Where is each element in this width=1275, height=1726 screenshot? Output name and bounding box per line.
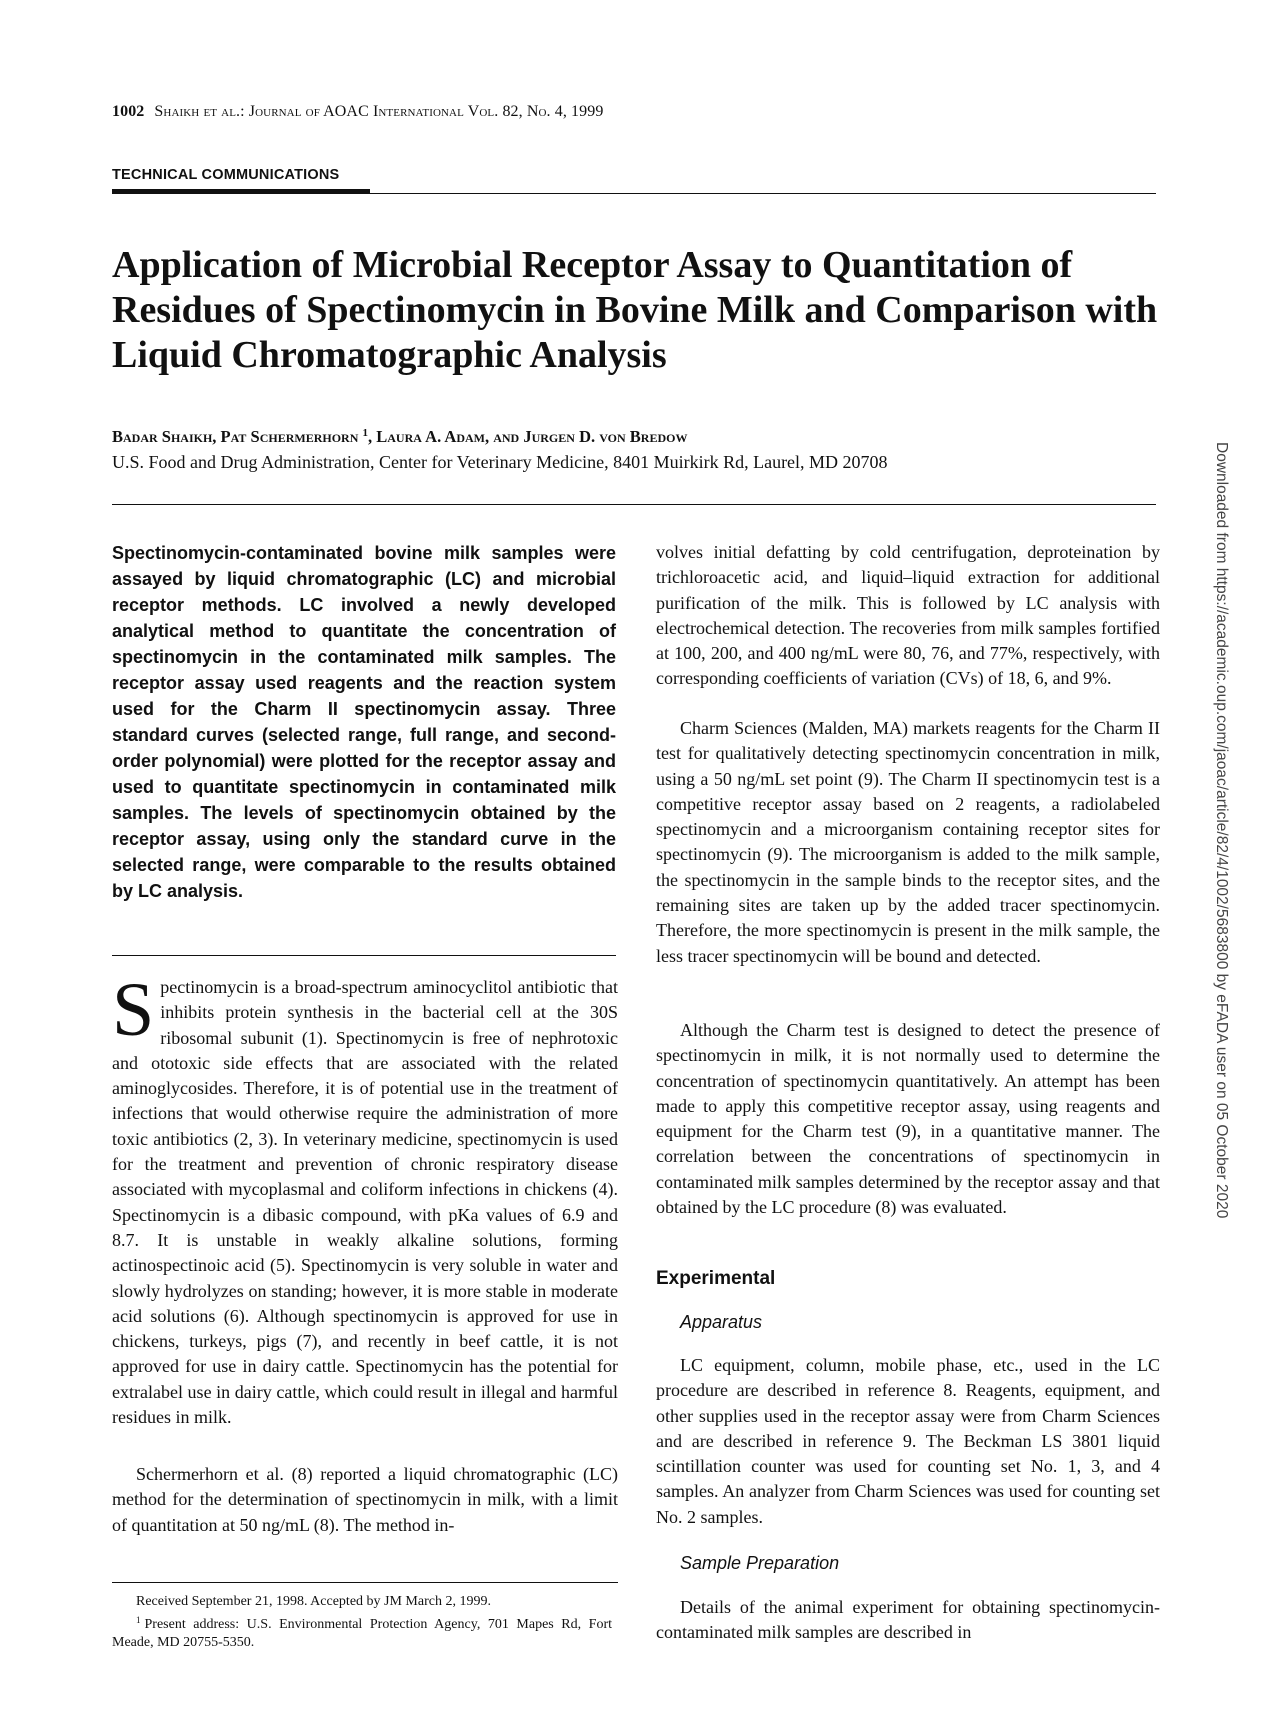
sample-preparation-paragraph: Details of the animal experiment for obtaining spectinomycin-contaminated milk samples are described in bbox=[656, 1597, 1160, 1643]
section-label: TECHNICAL COMMUNICATIONS bbox=[112, 167, 340, 183]
right-paragraph-3: Although the Charm test is designed to detect the presence of spectinomycin in milk, it is not normally used to determine the concentration of spectinomycin quantitatively. An attempt has been made to apply this competitive receptor assay, using reagents and equipment for the Charm test (9), in a quantitative manner. The correlation between the concentrations of spectinomycin in contaminated milk samples determined by the receptor assay and that obtained by the LC procedure (8) was evaluated. bbox=[656, 1020, 1160, 1218]
heading-apparatus: Apparatus bbox=[680, 1312, 763, 1332]
footnote-mark: 1 bbox=[136, 1615, 141, 1625]
running-head bbox=[112, 103, 603, 121]
heading-sample-preparation: Sample Preparation bbox=[680, 1553, 840, 1573]
footnote-received: Received September 21, 1998. Accepted by JM March 2, 1999. bbox=[136, 1594, 491, 1609]
affiliation-rule bbox=[112, 504, 1156, 505]
author-list bbox=[112, 427, 687, 447]
intro-paragraph-2: Schermerhorn et al. (8) reported a liquid chromatographic (LC) method for the determination of spectinomycin in milk, with a limit of quantitation at 50 ng/mL (8). The method in- bbox=[112, 1464, 618, 1535]
footnote-address-line bbox=[112, 1611, 612, 1652]
intro-paragraph-1 bbox=[112, 968, 618, 1430]
authors-part-1: Badar Shaikh, Pat Schermerhorn bbox=[112, 427, 363, 446]
author-affiliation: U.S. Food and Drug Administration, Center for Veterinary Medicine, 8401 Muirkirk Rd, Laurel, MD 20708 bbox=[112, 452, 888, 472]
section-rule-thin bbox=[112, 193, 1156, 194]
right-paragraph-2: Charm Sciences (Malden, MA) markets reagents for the Charm II test for qualitatively detecting spectinomycin concentration in milk, using a 50 ng/mL set point (9). The Charm II spectinomycin test is a competitive receptor assay based on 2 reagents, a radiolabeled spectinomycin and a microorganism containing receptor sites for spectinomycin (9). The microorganism is added to the milk sample, the spectinomycin in the sample binds to the receptor sites, and the remaining sites are taken up by the added tracer spectinomycin. Therefore, the more spectinomycin is present in the milk sample, the less tracer spectinomycin will be bound and detected. bbox=[656, 718, 1160, 966]
author-footnote-mark: 1 bbox=[362, 427, 369, 439]
abstract-rule bbox=[112, 955, 616, 956]
article-title: Application of Microbial Receptor Assay to Quantitation of Residues of Spectinomycin in Bovine Milk and Comparison with Liquid Chromatographic Analysis bbox=[112, 244, 1158, 376]
heading-experimental: Experimental bbox=[656, 1268, 776, 1289]
journal-citation: Shaikh et al.: Journal of AOAC International Vol. 82, No. 4, 1999 bbox=[154, 103, 604, 120]
abstract: Spectinomycin-contaminated bovine milk samples were assayed by liquid chromatographic (LC) and microbial receptor methods. LC involved a newly developed analytical method to quantitate the concentration of spectinomycin in the contaminated milk samples. The receptor assay used reagents and the reaction system used for the Charm II spectinomycin assay. Three standard curves (selected range, full range, and second-order polynomial) were plotted for the receptor assay and used to quantitate spectinomycin in contaminated milk samples. The levels of spectinomycin obtained by the receptor assay, using only the standard curve in the selected range, were comparable to the results obtained by LC analysis. bbox=[112, 543, 616, 901]
footnotes bbox=[112, 1593, 612, 1652]
intro-paragraph-1-text: pectinomycin is a broad-spectrum aminocyclitol antibiotic that inhibits protein synthesis in the bacterial cell at the 30S ribosomal subunit (1). Spectinomycin is free of nephrotoxic and ototoxic side effects that are associated with the related aminoglycosides. Therefore, it is of potential use in the treatment of infections that would otherwise require the administration of more toxic antibiotics (2, 3). In veterinary medicine, spectinomycin is used for the treatment and prevention of chronic respiratory disease associated with mycoplasmal and coliform infections in chickens (4). Spectinomycin is a dibasic compound, with pKa values of 6.9 and 8.7. It is unstable in weakly alkaline solutions, forming actinospectinoic acid (5). Spectinomycin is very soluble in water and slowly hydrolyzes on standing; however, it is more stable in moderate acid solutions (6). Although spectinomycin is approved for use in chickens, turkeys, pigs (7), and recently in beef cattle, it is not approved for use in dairy cattle. Spectinomycin has the potential for extralabel use in dairy cattle, which could result in illegal and harmful residues in milk. bbox=[112, 977, 618, 1428]
authors-part-2: , Laura A. Adam, and Jurgen D. von Bredow bbox=[368, 427, 688, 446]
footnote-rule bbox=[112, 1582, 618, 1583]
right-paragraph-1: volves initial defatting by cold centrifugation, deproteination by trichloroacetic acid, and liquid–liquid extraction for additional purification of the milk. This is followed by LC analysis with electrochemical detection. The recoveries from milk samples fortified at 100, 200, and 400 ng/mL were 80, 76, and 77%, respectively, with corresponding coefficients of variation (CVs) of 18, 6, and 9%. bbox=[656, 542, 1160, 689]
download-watermark: Downloaded from https://academic.oup.com/jaoac/article/82/4/1002/5683800 by eFADA user on 05 October 2020 bbox=[1213, 442, 1230, 1219]
apparatus-paragraph: LC equipment, column, mobile phase, etc., used in the LC procedure are described in reference 8. Reagents, equipment, and other supplies used in the receptor assay were from Charm Sciences and are described in reference 9. The Beckman LS 3801 liquid scintillation counter was used for counting set No. 1, 3, and 4 samples. An analyzer from Charm Sciences was used for counting set No. 2 samples. bbox=[656, 1355, 1160, 1527]
drop-cap: S bbox=[112, 968, 155, 1052]
page-number: 1002 bbox=[112, 103, 145, 120]
footnote-address: Present address: U.S. Environmental Protection Agency, 701 Mapes Rd, Fort Meade, MD 20755-5350. bbox=[112, 1617, 612, 1650]
